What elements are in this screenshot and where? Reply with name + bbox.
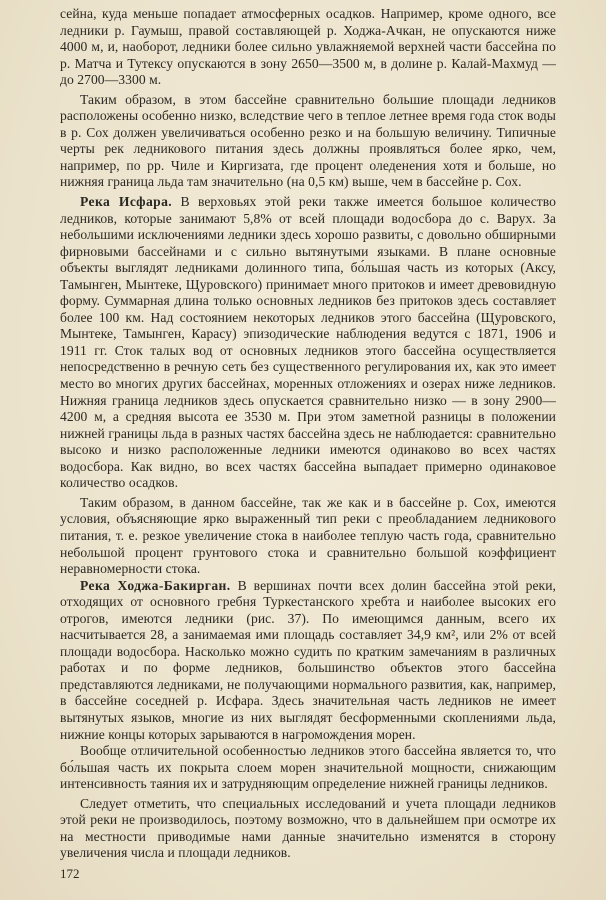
- paragraph-isfara: [60, 194, 556, 492]
- paragraph-1: [60, 6, 556, 89]
- paragraph-6: [60, 743, 556, 793]
- paragraph-khodzha-bakirgan: [60, 578, 556, 743]
- paragraph-khodzha-bakirgan-text: В вершинах почти всех долин бассейна этой реки, отходящих от основного гребня Туркестанского хребта и наиболее высоких его отрогов, имеются ледники (рис. 37). По имеющимся данным, всего их насчитывается 28, а занимаемая ими площадь составляет 34,9 км², или 2% от всей площади водосбора. Насколько можно судить по кратким замечаниям в различных работах и по форме ледников, большинство объектов этого бассейна представляются ледниками, не получающими нормального развития, как, например, в бассейне соседней р. Исфара. Здесь значительная часть ледников не имеет вытянутых языков, многие из них выглядят бесформенными скоплениями льда, нижние концы которых зарываются в нагромождения морен.: [60, 577, 556, 742]
- paragraph-7-text: Следует отметить, что специальных исследований и учета площади ледников этой реки не производилось, поэтому возможно, что в дальнейшем при осмотре их на местности приводимые нами данные значительно изменятся в сторону увеличения числа и площади ледников.: [60, 795, 556, 861]
- paragraph-isfara-text: В верховьях этой реки также имеется большое количество ледников, которые занимают 5,8% от всей площади водосбора до с. Варух. За небольшими исключениями ледники здесь хорошо развиты, с довольно обширными фирновыми бассейнами и с сильно вытянутыми языками. В плане основные объекты выглядят ледниками долинного типа, бо́льшая часть из которых (Аксу, Тамынген, Мынтеке, Щуровского) принимает много притоков и имеет древовидную форму. Суммарная длина только основных ледников без притоков здесь составляет более 100 км. Над состоянием некоторых ледников этого бассейна (Щуровского, Мынтеке, Тамынген, Карасу) эпизодические наблюдения ведутся с 1871, 1906 и 1911 гг. Сток талых вод от основных ледников этого бассейна осуществляется непосредственно в речную сеть без существенного регулирования их, как это имеет место во многих других бассейнах, моренных отложениях и озерах ниже ледников. Нижняя граница ледников здесь опускается сравнительно низко — в зону 2900—4200 м, а средняя высота ее 3530 м. При этом заметной разницы в положении нижней границы льда в разных частях бассейна здесь не наблюдается: сравнительно высоко и низко расположенные ледники имеются одинаково во всех частях водосбора. Как видно, во всех частях бассейна выпадает примерно одинаковое количество осадков.: [60, 194, 556, 491]
- paragraph-1-text: сейна, куда меньше попадает атмосферных осадков. Например, кроме одного, все ледники р. Гаумыш, правой составляющей р. Ходжа-Ачкан, не опускаются ниже 4000 м, и, наоборот, ледники более сильно увлажняемой верхней части бассейна по р. Матча и Тутексу опускаются в зону 2650—3500 м, в долине р. Калай-Махмуд — до 2700—3300 м.: [60, 6, 556, 88]
- section-heading-khodzha-bakirgan: Река Ходжа-Бакирган.: [80, 577, 231, 593]
- paragraph-2-text: Таким образом, в этом бассейне сравнительно большие площади ледников расположены особенно низко, вследствие чего в теплое летнее время года сток воды в р. Сох должен увеличиваться особенно резко и на большую величину. Типичные черты рек ледникового питания здесь должны проявляться более ярко, чем, например, по рр. Чиле и Киргизата, где процент оледенения хотя и больше, но нижняя граница льда там значительно (на 0,5 км) выше, чем в бассейне р. Сох.: [60, 91, 556, 190]
- paragraph-6-text: Вообще отличительной особенностью ледников этого бассейна является то, что бо́льшая часть их покрыта слоем морен значительной мощности, снижающим интенсивность таяния их и затрудняющим определение нижней границы ледников.: [60, 743, 556, 792]
- page-number: 172: [60, 866, 80, 881]
- paragraph-4: [60, 495, 556, 578]
- paragraph-2: [60, 92, 556, 191]
- section-heading-isfara: Река Исфара.: [80, 194, 173, 210]
- paragraph-4-text: Таким образом, в данном бассейне, так же как и в бассейне р. Сох, имеются условия, объясняющие ярко выраженный тип реки с преобладанием ледникового питания, т. е. резкое увеличение стока в наиболее теплую часть года, сравнительно небольшой процент грунтового стока и сравнительно большой коэффициент неравномерности стока.: [60, 494, 556, 577]
- paragraph-7: [60, 796, 556, 862]
- body-text: [60, 6, 556, 862]
